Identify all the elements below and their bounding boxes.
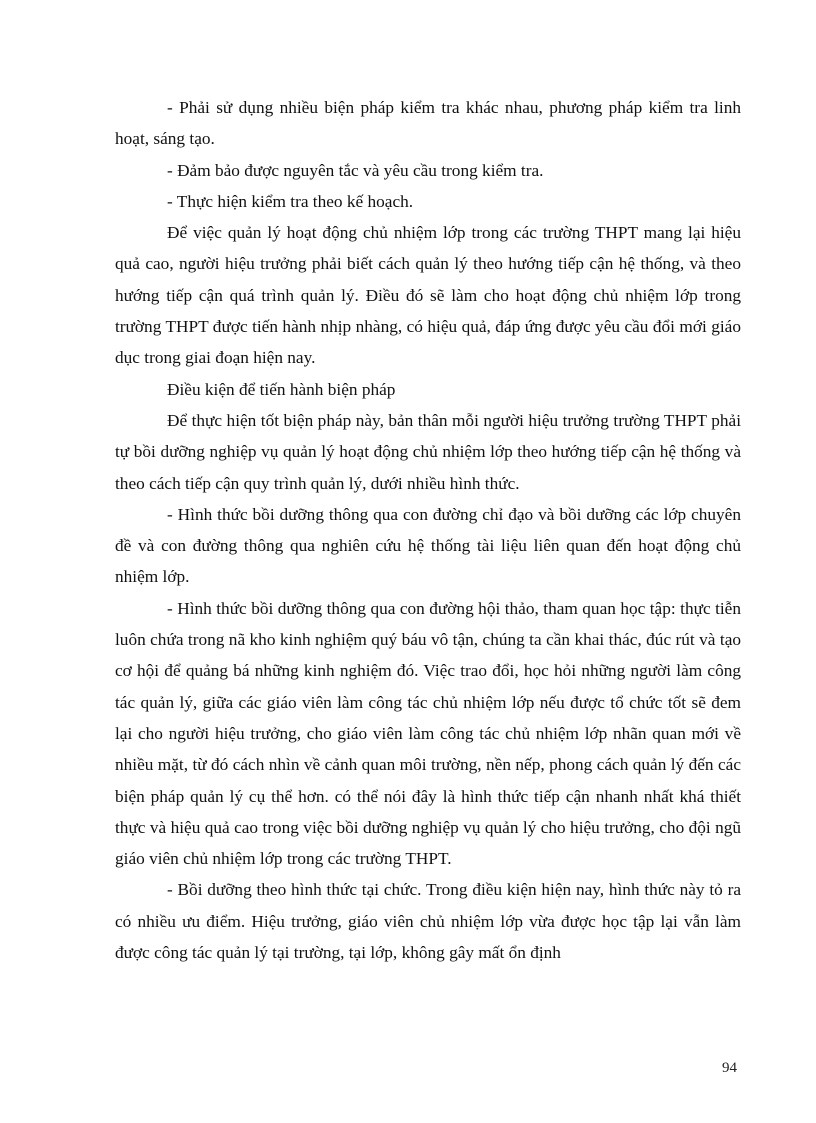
section-heading: Điều kiện để tiến hành biện pháp (167, 379, 396, 399)
body-paragraph: Để thực hiện tốt biện pháp này, bản thân mỗi người hiệu trưởng trường THPT phải tự bồi dưỡng nghiệp vụ quản lý hoạt động chủ nhiệm lớp theo hướng tiếp cận hệ thống và theo cách tiếp cận quy trình quản lý, dưới nhiều hình thức. (115, 410, 741, 493)
body-paragraph: Để việc quản lý hoạt động chủ nhiệm lớp trong các trường THPT mang lại hiệu quả cao, người hiệu trưởng phải biết cách quản lý theo hướng tiếp cận hệ thống, và theo hướng tiếp cận quá trình quản lý. Điều đó sẽ làm cho hoạt động chủ nhiệm lớp trong trường THPT được tiến hành nhịp nhàng, có hiệu quả, đáp ứng được yêu cầu đổi mới giáo dục trong giai đoạn hiện nay. (115, 223, 741, 368)
bullet-paragraph: - Thực hiện kiểm tra theo kế hoạch. (167, 191, 414, 211)
bullet-paragraph: - Bồi dưỡng theo hình thức tại chức. Trong điều kiện hiện nay, hình thức này tỏ ra có nhiều ưu điểm. Hiệu trưởng, giáo viên chủ nhiệm lớp vừa được học tập lại vẫn làm được công tác quản lý tại trường, tại lớp, không gây mất ổn định (115, 880, 741, 963)
bullet-paragraph: - Hình thức bồi dưỡng thông qua con đường hội thảo, tham quan học tập: thực tiễn luôn chứa trong nã kho kinh nghiệm quý báu vô tận, chúng ta cần khai thác, đúc rút và tạo cơ hội để quảng bá những kinh nghiệm đó. Việc trao đổi, học hỏi những người làm công tác quản lý, giữa các giáo viên làm công tác chủ nhiệm lớp nếu được tổ chức tốt sẽ đem lại cho người hiệu trưởng, cho giáo viên làm công tác chủ nhiệm lớp nhãn quan mới về nhiều mặt, từ đó cách nhìn về cảnh quan môi trường, nền nếp, phong cách quản lý đến các biện pháp quản lý cụ thể hơn. có thể nói đây là hình thức tiếp cận nhanh nhất khá thiết thực và hiệu quả cao trong việc bồi dưỡng nghiệp vụ quản lý cho hiệu trưởng, cho đội ngũ giáo viên chủ nhiệm lớp trong các trường THPT. (115, 598, 741, 869)
page-number: 94 (722, 1060, 737, 1076)
bullet-paragraph: - Hình thức bồi dưỡng thông qua con đường chỉ đạo và bồi dưỡng các lớp chuyên đề và con đường thông qua nghiên cứu hệ thống tài liệu liên quan đến hoạt động chủ nhiệm lớp. (115, 504, 741, 587)
bullet-paragraph: - Đảm bảo được nguyên tắc và yêu cầu trong kiểm tra. (167, 160, 544, 180)
page-body (115, 92, 741, 968)
bullet-paragraph: - Phải sử dụng nhiều biện pháp kiểm tra khác nhau, phương pháp kiểm tra linh hoạt, sáng tạo. (115, 98, 741, 149)
